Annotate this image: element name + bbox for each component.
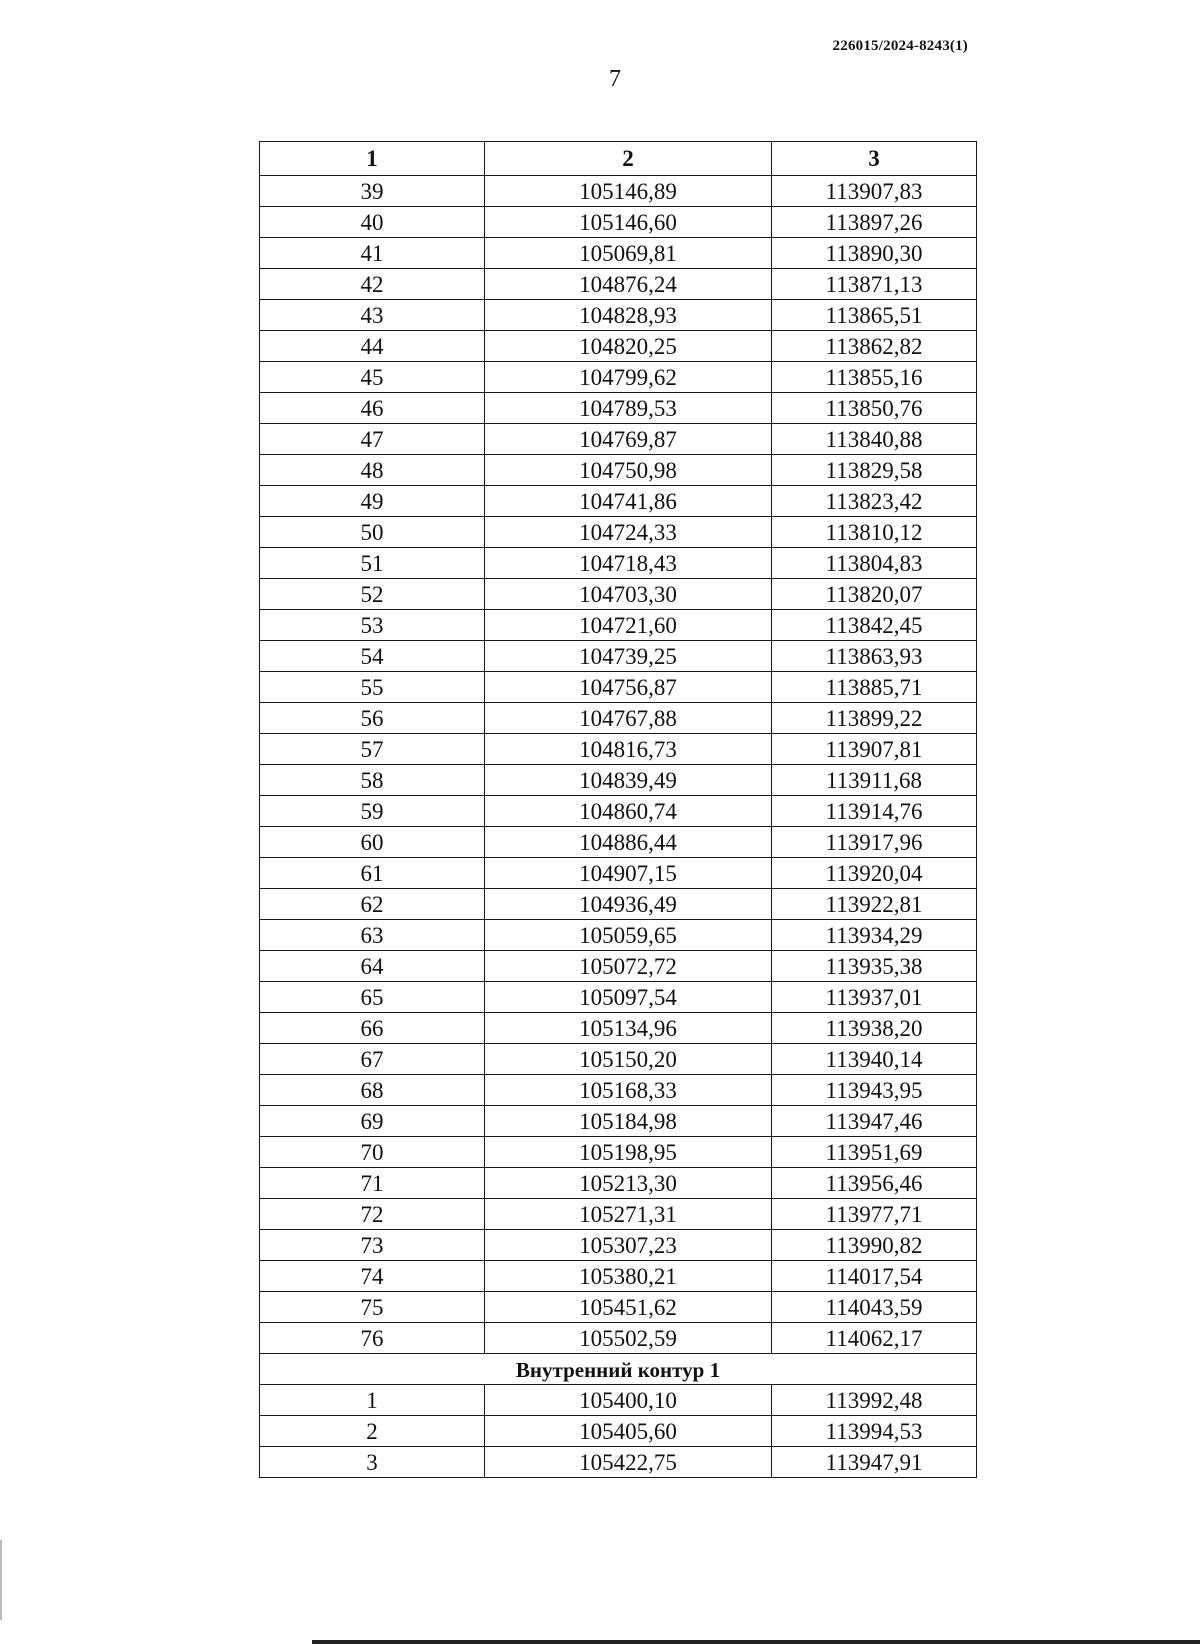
y-coordinate-cell: 113951,69 xyxy=(772,1137,977,1168)
bottom-rule xyxy=(312,1640,1200,1644)
x-coordinate-cell: 105069,81 xyxy=(485,238,772,269)
y-coordinate-cell: 113820,07 xyxy=(772,579,977,610)
column-header: 3 xyxy=(772,142,977,176)
point-number-cell: 39 xyxy=(260,176,485,207)
table-row xyxy=(260,1013,977,1044)
x-coordinate-cell: 105072,72 xyxy=(485,951,772,982)
table-row xyxy=(260,610,977,641)
y-coordinate-cell: 114017,54 xyxy=(772,1261,977,1292)
point-number-cell: 74 xyxy=(260,1261,485,1292)
column-header: 1 xyxy=(260,142,485,176)
point-number-cell: 71 xyxy=(260,1168,485,1199)
x-coordinate-cell: 105400,10 xyxy=(485,1385,772,1416)
table-row xyxy=(260,1261,977,1292)
x-coordinate-cell: 105146,60 xyxy=(485,207,772,238)
y-coordinate-cell: 113956,46 xyxy=(772,1168,977,1199)
point-number-cell: 66 xyxy=(260,1013,485,1044)
point-number-cell: 45 xyxy=(260,362,485,393)
y-coordinate-cell: 113920,04 xyxy=(772,858,977,889)
x-coordinate-cell: 104703,30 xyxy=(485,579,772,610)
table-body xyxy=(260,176,977,1478)
table-row xyxy=(260,796,977,827)
y-coordinate-cell: 113850,76 xyxy=(772,393,977,424)
y-coordinate-cell: 113890,30 xyxy=(772,238,977,269)
point-number-cell: 73 xyxy=(260,1230,485,1261)
table-row xyxy=(260,703,977,734)
y-coordinate-cell: 113855,16 xyxy=(772,362,977,393)
point-number-cell: 2 xyxy=(260,1416,485,1447)
point-number-cell: 1 xyxy=(260,1385,485,1416)
y-coordinate-cell: 113911,68 xyxy=(772,765,977,796)
y-coordinate-cell: 113937,01 xyxy=(772,982,977,1013)
point-number-cell: 56 xyxy=(260,703,485,734)
x-coordinate-cell: 104839,49 xyxy=(485,765,772,796)
point-number-cell: 40 xyxy=(260,207,485,238)
x-coordinate-cell: 104750,98 xyxy=(485,455,772,486)
table-row xyxy=(260,1447,977,1478)
point-number-cell: 54 xyxy=(260,641,485,672)
point-number-cell: 60 xyxy=(260,827,485,858)
table-row xyxy=(260,579,977,610)
table-row xyxy=(260,889,977,920)
x-coordinate-cell: 105422,75 xyxy=(485,1447,772,1478)
x-coordinate-cell: 105134,96 xyxy=(485,1013,772,1044)
point-number-cell: 76 xyxy=(260,1323,485,1354)
x-coordinate-cell: 104820,25 xyxy=(485,331,772,362)
point-number-cell: 42 xyxy=(260,269,485,300)
section-row xyxy=(260,1354,977,1385)
x-coordinate-cell: 104860,74 xyxy=(485,796,772,827)
table-row xyxy=(260,641,977,672)
x-coordinate-cell: 105146,89 xyxy=(485,176,772,207)
y-coordinate-cell: 113947,46 xyxy=(772,1106,977,1137)
point-number-cell: 47 xyxy=(260,424,485,455)
point-number-cell: 75 xyxy=(260,1292,485,1323)
x-coordinate-cell: 105213,30 xyxy=(485,1168,772,1199)
x-coordinate-cell: 104756,87 xyxy=(485,672,772,703)
x-coordinate-cell: 104907,15 xyxy=(485,858,772,889)
point-number-cell: 59 xyxy=(260,796,485,827)
x-coordinate-cell: 105380,21 xyxy=(485,1261,772,1292)
y-coordinate-cell: 113823,42 xyxy=(772,486,977,517)
point-number-cell: 63 xyxy=(260,920,485,951)
table-row xyxy=(260,1168,977,1199)
coordinates-table xyxy=(259,141,977,1478)
table-row xyxy=(260,207,977,238)
x-coordinate-cell: 105271,31 xyxy=(485,1199,772,1230)
table-row xyxy=(260,331,977,362)
table-row xyxy=(260,920,977,951)
document-number: 226015/2024-8243(1) xyxy=(832,38,968,54)
x-coordinate-cell: 105405,60 xyxy=(485,1416,772,1447)
y-coordinate-cell: 113994,53 xyxy=(772,1416,977,1447)
y-coordinate-cell: 113907,81 xyxy=(772,734,977,765)
point-number-cell: 58 xyxy=(260,765,485,796)
x-coordinate-cell: 104828,93 xyxy=(485,300,772,331)
x-coordinate-cell: 104739,25 xyxy=(485,641,772,672)
x-coordinate-cell: 105168,33 xyxy=(485,1075,772,1106)
table-row xyxy=(260,176,977,207)
y-coordinate-cell: 113914,76 xyxy=(772,796,977,827)
x-coordinate-cell: 105502,59 xyxy=(485,1323,772,1354)
table-row xyxy=(260,1385,977,1416)
point-number-cell: 3 xyxy=(260,1447,485,1478)
point-number-cell: 64 xyxy=(260,951,485,982)
column-header: 2 xyxy=(485,142,772,176)
point-number-cell: 52 xyxy=(260,579,485,610)
y-coordinate-cell: 113990,82 xyxy=(772,1230,977,1261)
table-row xyxy=(260,548,977,579)
point-number-cell: 46 xyxy=(260,393,485,424)
y-coordinate-cell: 113842,45 xyxy=(772,610,977,641)
table-row xyxy=(260,858,977,889)
y-coordinate-cell: 113977,71 xyxy=(772,1199,977,1230)
x-coordinate-cell: 104886,44 xyxy=(485,827,772,858)
table-row xyxy=(260,672,977,703)
table-row xyxy=(260,1044,977,1075)
point-number-cell: 70 xyxy=(260,1137,485,1168)
table-row xyxy=(260,362,977,393)
point-number-cell: 68 xyxy=(260,1075,485,1106)
table-row xyxy=(260,1323,977,1354)
point-number-cell: 69 xyxy=(260,1106,485,1137)
table-row xyxy=(260,1137,977,1168)
y-coordinate-cell: 113947,91 xyxy=(772,1447,977,1478)
y-coordinate-cell: 113943,95 xyxy=(772,1075,977,1106)
point-number-cell: 43 xyxy=(260,300,485,331)
table-header-row xyxy=(260,142,977,176)
x-coordinate-cell: 105198,95 xyxy=(485,1137,772,1168)
y-coordinate-cell: 113917,96 xyxy=(772,827,977,858)
x-coordinate-cell: 104724,33 xyxy=(485,517,772,548)
y-coordinate-cell: 113863,93 xyxy=(772,641,977,672)
x-coordinate-cell: 105150,20 xyxy=(485,1044,772,1075)
x-coordinate-cell: 104767,88 xyxy=(485,703,772,734)
y-coordinate-cell: 113804,83 xyxy=(772,548,977,579)
table-row xyxy=(260,1292,977,1323)
y-coordinate-cell: 113934,29 xyxy=(772,920,977,951)
point-number-cell: 49 xyxy=(260,486,485,517)
point-number-cell: 72 xyxy=(260,1199,485,1230)
point-number-cell: 50 xyxy=(260,517,485,548)
x-coordinate-cell: 104769,87 xyxy=(485,424,772,455)
x-coordinate-cell: 104816,73 xyxy=(485,734,772,765)
y-coordinate-cell: 113897,26 xyxy=(772,207,977,238)
y-coordinate-cell: 113907,83 xyxy=(772,176,977,207)
x-coordinate-cell: 104936,49 xyxy=(485,889,772,920)
y-coordinate-cell: 113938,20 xyxy=(772,1013,977,1044)
x-coordinate-cell: 104789,53 xyxy=(485,393,772,424)
x-coordinate-cell: 104721,60 xyxy=(485,610,772,641)
point-number-cell: 62 xyxy=(260,889,485,920)
point-number-cell: 53 xyxy=(260,610,485,641)
point-number-cell: 44 xyxy=(260,331,485,362)
table-row xyxy=(260,1075,977,1106)
page-number: 7 xyxy=(609,66,621,92)
y-coordinate-cell: 113865,51 xyxy=(772,300,977,331)
y-coordinate-cell: 113899,22 xyxy=(772,703,977,734)
x-coordinate-cell: 104718,43 xyxy=(485,548,772,579)
table-row xyxy=(260,982,977,1013)
x-coordinate-cell: 104876,24 xyxy=(485,269,772,300)
y-coordinate-cell: 113840,88 xyxy=(772,424,977,455)
x-coordinate-cell: 104799,62 xyxy=(485,362,772,393)
table-row xyxy=(260,951,977,982)
point-number-cell: 41 xyxy=(260,238,485,269)
y-coordinate-cell: 113992,48 xyxy=(772,1385,977,1416)
table-row xyxy=(260,1230,977,1261)
table-row xyxy=(260,1106,977,1137)
table-row xyxy=(260,269,977,300)
y-coordinate-cell: 113871,13 xyxy=(772,269,977,300)
y-coordinate-cell: 113810,12 xyxy=(772,517,977,548)
table-row xyxy=(260,300,977,331)
table-row xyxy=(260,765,977,796)
y-coordinate-cell: 113862,82 xyxy=(772,331,977,362)
x-coordinate-cell: 105097,54 xyxy=(485,982,772,1013)
point-number-cell: 65 xyxy=(260,982,485,1013)
x-coordinate-cell: 105451,62 xyxy=(485,1292,772,1323)
y-coordinate-cell: 113940,14 xyxy=(772,1044,977,1075)
y-coordinate-cell: 113935,38 xyxy=(772,951,977,982)
y-coordinate-cell: 113885,71 xyxy=(772,672,977,703)
table-row xyxy=(260,486,977,517)
point-number-cell: 55 xyxy=(260,672,485,703)
table-row xyxy=(260,827,977,858)
point-number-cell: 61 xyxy=(260,858,485,889)
y-coordinate-cell: 113922,81 xyxy=(772,889,977,920)
y-coordinate-cell: 114043,59 xyxy=(772,1292,977,1323)
point-number-cell: 51 xyxy=(260,548,485,579)
point-number-cell: 57 xyxy=(260,734,485,765)
y-coordinate-cell: 114062,17 xyxy=(772,1323,977,1354)
table-row xyxy=(260,424,977,455)
point-number-cell: 48 xyxy=(260,455,485,486)
section-title: Внутренний контур 1 xyxy=(260,1354,977,1385)
table-row xyxy=(260,455,977,486)
point-number-cell: 67 xyxy=(260,1044,485,1075)
table-row xyxy=(260,1416,977,1447)
table-row xyxy=(260,1199,977,1230)
table-row xyxy=(260,517,977,548)
table-row xyxy=(260,238,977,269)
y-coordinate-cell: 113829,58 xyxy=(772,455,977,486)
scan-edge-mark xyxy=(0,1540,2,1620)
x-coordinate-cell: 105184,98 xyxy=(485,1106,772,1137)
x-coordinate-cell: 105059,65 xyxy=(485,920,772,951)
table-row xyxy=(260,393,977,424)
x-coordinate-cell: 104741,86 xyxy=(485,486,772,517)
x-coordinate-cell: 105307,23 xyxy=(485,1230,772,1261)
table-row xyxy=(260,734,977,765)
